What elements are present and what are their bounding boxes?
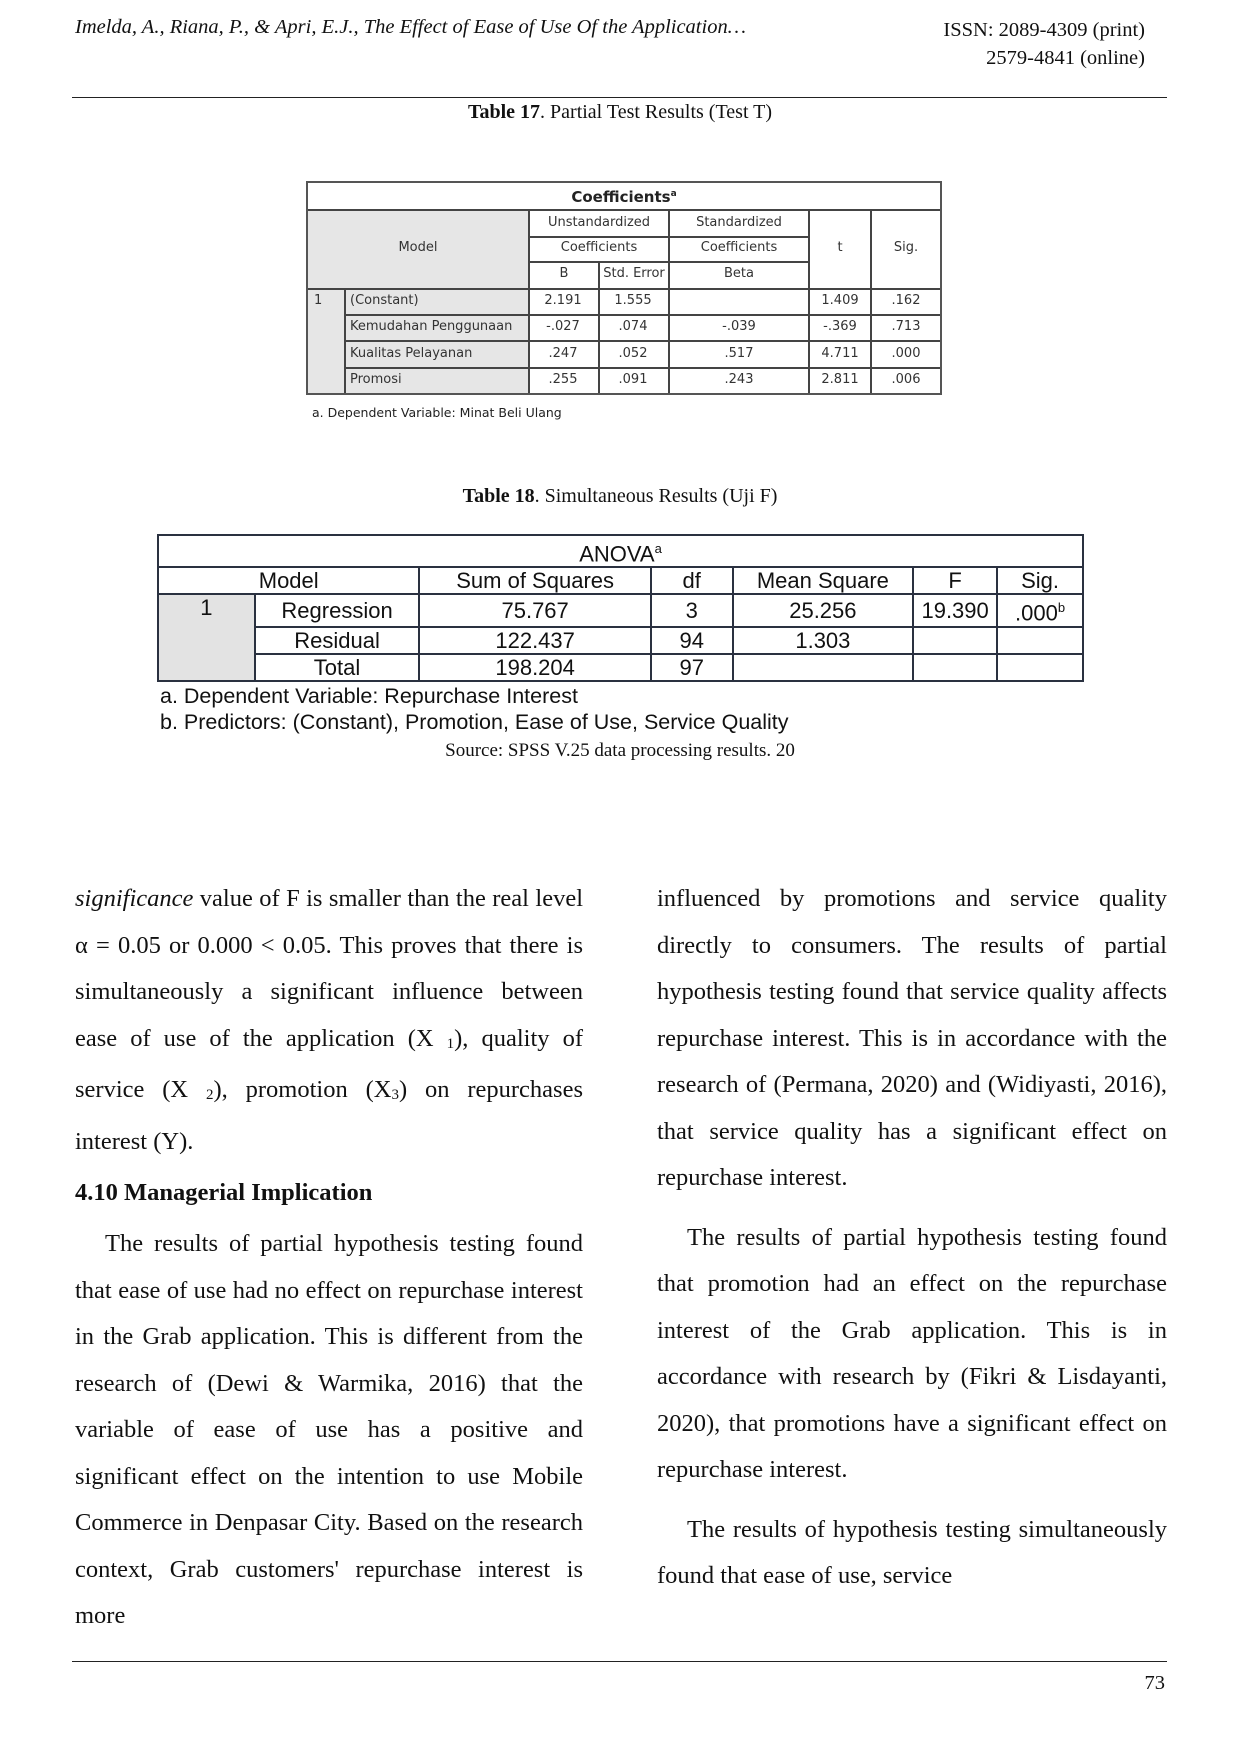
coef-cell-sig: .000 bbox=[891, 346, 921, 361]
running-header-authors: Imelda, A., Riana, P., & Apri, E.J., The Effect of Ease of Use Of the Application… bbox=[75, 16, 746, 38]
anova-footnote-a: a. Dependent Variable: Repurchase Interest bbox=[160, 684, 578, 708]
coef-header-std-2: Coefficients bbox=[700, 240, 778, 255]
coef-footnote: a. Dependent Variable: Minat Beli Ulang bbox=[312, 405, 562, 420]
left-paragraph-1: significance value of F is smaller than the real level α = 0.05 or 0.000 < 0.05. This proves that there is simultaneously a significant influence between ease of use of the application (X 1), quality of service (X 2), promotion (X3) on repurchases interest (Y). bbox=[75, 885, 583, 1155]
table18-source: Source: SPSS V.25 data processing results. 20 bbox=[445, 740, 795, 761]
anova-title: ANOVA$^a$ bbox=[158, 535, 1083, 567]
anova-row-name: Total bbox=[255, 654, 420, 681]
coef-row-name: (Constant) bbox=[350, 293, 419, 308]
anova-title-row bbox=[158, 535, 1083, 567]
issn-print: ISSN: 2089-4309 (print) bbox=[943, 19, 1145, 41]
table17-caption-label: Table 17 bbox=[467, 101, 541, 123]
coef-cell-se: 1.555 bbox=[614, 293, 652, 308]
coef-cell-b: .255 bbox=[548, 372, 578, 387]
right-column bbox=[657, 876, 1167, 1600]
table17-caption-text: . Partial Test Results (Test T) bbox=[540, 101, 773, 123]
anova-row-name: Residual bbox=[255, 627, 420, 654]
anova-cell-f bbox=[913, 654, 997, 681]
coef-row-name: Promosi bbox=[350, 372, 402, 387]
table18-caption bbox=[0, 485, 1240, 508]
anova-header-row bbox=[158, 567, 1083, 594]
coef-header-beta: Beta bbox=[724, 266, 754, 281]
anova-table bbox=[157, 534, 1084, 682]
coef-line bbox=[668, 209, 670, 393]
coef-line bbox=[344, 340, 940, 342]
coef-cell-b: -.027 bbox=[546, 319, 580, 334]
anova-cell-f: 19.390 bbox=[913, 594, 997, 626]
anova-cell-ms: 1.303 bbox=[733, 627, 914, 654]
coef-header-model: Model bbox=[398, 240, 438, 255]
anova-cell-ss: 198.204 bbox=[419, 654, 650, 681]
coef-cell-se: .091 bbox=[618, 372, 648, 387]
anova-model-number: 1 bbox=[158, 594, 255, 680]
anova-cell-sig: .000$^b$ bbox=[997, 594, 1083, 626]
coef-cell-beta: -.039 bbox=[722, 319, 756, 334]
paragraph-gap bbox=[657, 1494, 1167, 1507]
table18-caption-text: . Simultaneous Results (Uji F) bbox=[534, 485, 778, 507]
anova-header-ms: Mean Square bbox=[733, 567, 914, 594]
coef-cell-beta: .517 bbox=[724, 346, 754, 361]
right-paragraph-2: The results of partial hypothesis testing found that promotion had an effect on the repurchase interest of the Grab application. This is in accordance with research by (Fikri & Lisdayanti, 2020), that promotions have a significant effect on repurchase interest. bbox=[657, 1223, 1167, 1483]
anova-cell-sig bbox=[997, 654, 1083, 681]
anova-header-sig: Sig. bbox=[997, 567, 1083, 594]
coef-cell-t: 2.811 bbox=[821, 372, 859, 387]
coef-line bbox=[308, 209, 940, 211]
coef-header-b: B bbox=[559, 266, 569, 281]
left-paragraph-2: The results of partial hypothesis testing found that ease of use had no effect on repurchase interest in the Grab application. This is different from the research of (Dewi & Warmika, 2016) that the variable of ease of use has a positive and significant effect on the intention to use Mobile Commerce in Denpasar City. Based on the research context, Grab customers' repurchase interest is more bbox=[75, 1230, 583, 1629]
anova-header-df: df bbox=[651, 567, 733, 594]
table-row bbox=[158, 594, 1083, 626]
table-row bbox=[158, 654, 1083, 681]
page-number: 73 bbox=[1144, 1672, 1165, 1694]
coef-cell-t: 4.711 bbox=[821, 346, 859, 361]
coefficients-table bbox=[306, 181, 942, 395]
anova-cell-df: 94 bbox=[651, 627, 733, 654]
coef-title: Coefficients$^a$ bbox=[571, 188, 677, 206]
coef-header-unstd-2: Coefficients bbox=[560, 240, 638, 255]
anova-cell-df: 3 bbox=[651, 594, 733, 626]
coef-cell-sig: .713 bbox=[891, 319, 921, 334]
coef-line bbox=[344, 288, 346, 393]
anova-header-ss: Sum of Squares bbox=[419, 567, 650, 594]
coef-line bbox=[308, 288, 940, 290]
section-heading: 4.10 Managerial Implication bbox=[75, 1179, 373, 1206]
coef-header-se: Std. Error bbox=[603, 266, 665, 281]
anova-cell-f bbox=[913, 627, 997, 654]
issn-block bbox=[943, 16, 1145, 72]
right-paragraph-3: The results of hypothesis testing simultaneously found that ease of use, service bbox=[657, 1515, 1167, 1589]
coef-cell-sig: .162 bbox=[891, 293, 921, 308]
coef-cell-b: .247 bbox=[548, 346, 578, 361]
left-column bbox=[75, 876, 583, 1640]
coef-header-sig: Sig. bbox=[893, 240, 919, 255]
coef-line bbox=[344, 314, 940, 316]
footer-rule bbox=[72, 1661, 1167, 1662]
anova-row-name: Regression bbox=[255, 594, 420, 626]
coef-cell-t: 1.409 bbox=[821, 293, 859, 308]
anova-cell-sig bbox=[997, 627, 1083, 654]
anova-cell-df: 97 bbox=[651, 654, 733, 681]
anova-cell-ms: 25.256 bbox=[733, 594, 914, 626]
anova-header-f: F bbox=[913, 567, 997, 594]
coef-line bbox=[344, 367, 940, 369]
paragraph-gap bbox=[657, 1202, 1167, 1215]
coef-cell-b: 2.191 bbox=[544, 293, 582, 308]
coef-cell-beta: .243 bbox=[724, 372, 754, 387]
anova-header-model: Model bbox=[158, 567, 419, 594]
coef-header-t: t bbox=[837, 240, 843, 255]
right-paragraph-1: influenced by promotions and service quality directly to consumers. The results of partial hypothesis testing found that service quality affects repurchase interest. This is in accordance with the research of (Permana, 2020) and (Widiyasti, 2016), that service quality has a significant effect on repurchase interest. bbox=[657, 885, 1167, 1191]
coef-cell-t: -.369 bbox=[823, 319, 857, 334]
coef-row-name: Kemudahan Penggunaan bbox=[350, 319, 513, 334]
coef-header-std-1: Standardized bbox=[696, 215, 782, 230]
table17-caption bbox=[0, 101, 1240, 124]
issn-online: 2579-4841 (online) bbox=[986, 47, 1145, 69]
coef-cell-se: .074 bbox=[618, 319, 648, 334]
coef-row-name: Kualitas Pelayanan bbox=[350, 346, 473, 361]
coef-model-number: 1 bbox=[314, 293, 323, 308]
coef-header-unstd-1: Unstandardized bbox=[547, 215, 651, 230]
anova-cell-ms bbox=[733, 654, 914, 681]
coef-cell-se: .052 bbox=[618, 346, 648, 361]
anova-footnote-b: b. Predictors: (Constant), Promotion, Ease of Use, Service Quality bbox=[160, 710, 789, 734]
table18-caption-label: Table 18 bbox=[462, 485, 535, 507]
coef-cell-sig: .006 bbox=[891, 372, 921, 387]
anova-cell-ss: 122.437 bbox=[419, 627, 650, 654]
table-row bbox=[158, 627, 1083, 654]
header-rule bbox=[72, 97, 1167, 98]
anova-cell-ss: 75.767 bbox=[419, 594, 650, 626]
